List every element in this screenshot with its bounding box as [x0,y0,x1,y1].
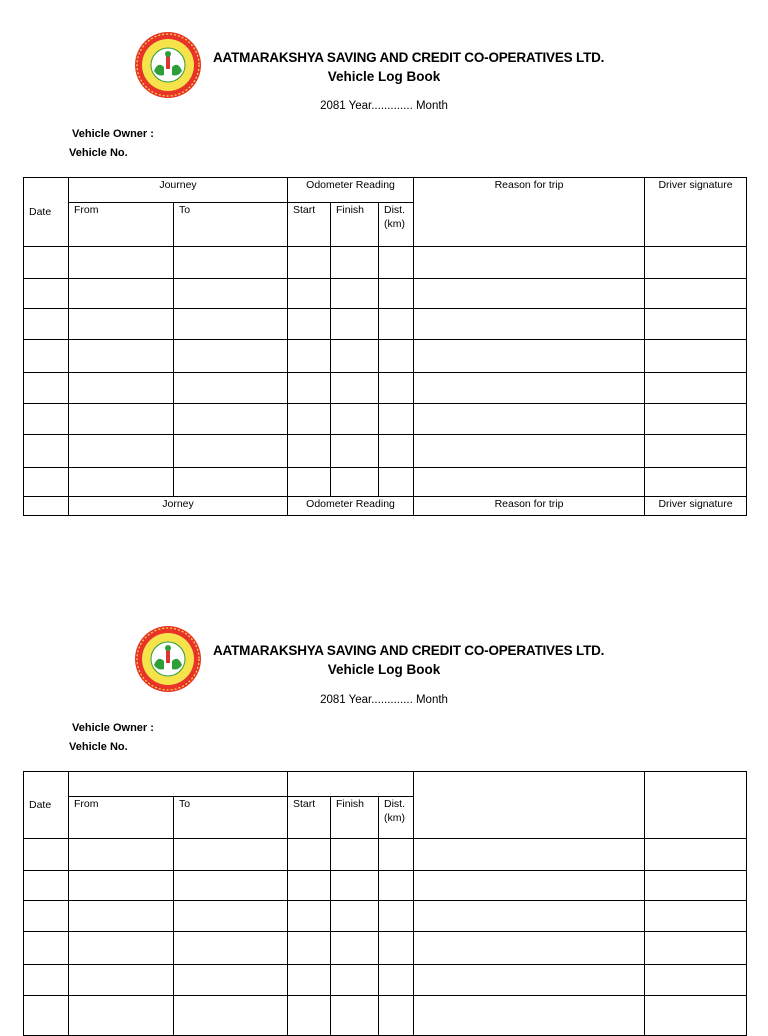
dist-cell[interactable] [379,404,414,435]
header-dist: Dist. (km) [379,203,414,247]
from-cell[interactable] [69,247,174,279]
date-cell[interactable] [24,340,69,373]
signature-cell[interactable] [645,996,747,1036]
signature-cell[interactable] [645,279,747,309]
dist-cell[interactable] [379,996,414,1036]
header-finish: Finish [331,203,379,247]
signature-cell[interactable] [645,468,747,497]
footer-reason: Reason for trip [414,497,645,516]
dist-cell[interactable] [379,373,414,404]
start-cell[interactable] [288,901,331,932]
header-reason [414,772,645,839]
table-row [24,871,747,901]
signature-cell[interactable] [645,309,747,340]
to-cell[interactable] [174,340,288,373]
date-cell[interactable] [24,965,69,996]
table-row [24,901,747,932]
finish-cell[interactable] [331,247,379,279]
reason-cell[interactable] [414,309,645,340]
start-cell[interactable] [288,932,331,965]
signature-cell[interactable] [645,932,747,965]
finish-cell[interactable] [331,279,379,309]
dist-cell[interactable] [379,340,414,373]
signature-cell[interactable] [645,340,747,373]
organization-name: AATMARAKSHYA SAVING AND CREDIT CO-OPERATIVES LTD. [213,643,605,658]
header-driver-signature: Driver signature [645,178,747,247]
reason-cell[interactable] [414,435,645,468]
header-start: Start [288,797,331,839]
start-cell[interactable] [288,247,331,279]
date-cell[interactable] [24,404,69,435]
document-title: Vehicle Log Book [327,69,441,84]
to-cell[interactable] [174,468,288,497]
finish-cell[interactable] [331,871,379,901]
start-cell[interactable] [288,996,331,1036]
date-cell[interactable] [24,309,69,340]
start-cell[interactable] [288,435,331,468]
table-row [24,932,747,965]
dist-cell[interactable] [379,839,414,871]
signature-cell[interactable] [645,965,747,996]
start-cell[interactable] [288,373,331,404]
reason-cell[interactable] [414,901,645,932]
start-cell[interactable] [288,965,331,996]
log-table [23,771,747,1036]
table-row [24,404,747,435]
start-cell[interactable] [288,404,331,435]
to-cell[interactable] [174,901,288,932]
from-cell[interactable] [69,279,174,309]
start-cell[interactable] [288,468,331,497]
start-cell[interactable] [288,279,331,309]
header-to: To [174,797,288,839]
dist-cell[interactable] [379,901,414,932]
reason-cell[interactable] [414,373,645,404]
from-cell[interactable] [69,404,174,435]
reason-cell[interactable] [414,247,645,279]
reason-cell[interactable] [414,404,645,435]
header-from: From [69,797,174,839]
to-cell[interactable] [174,839,288,871]
vehicle-no-label: Vehicle No. [69,741,128,753]
cooperative-seal-icon [134,625,202,693]
header-to: To [174,203,288,247]
header-reason: Reason for trip [414,178,645,247]
finish-cell[interactable] [331,373,379,404]
from-cell[interactable] [69,309,174,340]
to-cell[interactable] [174,309,288,340]
finish-cell[interactable] [331,340,379,373]
reason-cell[interactable] [414,340,645,373]
from-cell[interactable] [69,901,174,932]
date-cell[interactable] [24,996,69,1036]
finish-cell[interactable] [331,468,379,497]
from-cell[interactable] [69,340,174,373]
reason-cell[interactable] [414,279,645,309]
table-row [24,340,747,373]
from-cell[interactable] [69,839,174,871]
finish-cell[interactable] [331,309,379,340]
signature-cell[interactable] [645,404,747,435]
reason-cell[interactable] [414,965,645,996]
header-journey: Journey [69,178,288,203]
table-row [24,839,747,871]
header-dist: Dist. (km) [379,797,414,839]
signature-cell[interactable] [645,373,747,404]
table-row [24,435,747,468]
dist-cell[interactable] [379,279,414,309]
table-row [24,965,747,996]
period-line: 2081 Year............. Month [320,100,448,112]
dist-cell[interactable] [379,932,414,965]
header-from: From [69,203,174,247]
table-row [24,468,747,497]
vehicle-owner-label: Vehicle Owner : [72,722,154,734]
document-title: Vehicle Log Book [327,662,441,677]
to-cell[interactable] [174,965,288,996]
from-cell[interactable] [69,996,174,1036]
finish-cell[interactable] [331,996,379,1036]
table-row [24,279,747,309]
to-cell[interactable] [174,932,288,965]
start-cell[interactable] [288,340,331,373]
dist-cell[interactable] [379,965,414,996]
finish-cell[interactable] [331,901,379,932]
header-journey [69,772,288,797]
period-line: 2081 Year............. Month [320,694,448,706]
date-cell[interactable] [24,468,69,497]
reason-cell[interactable] [414,932,645,965]
from-cell[interactable] [69,468,174,497]
to-cell[interactable] [174,247,288,279]
from-cell[interactable] [69,932,174,965]
vehicle-no-label: Vehicle No. [69,147,128,159]
vehicle-owner-label: Vehicle Owner : [72,128,154,140]
table-row [24,996,747,1036]
organization-name: AATMARAKSHYA SAVING AND CREDIT CO-OPERATIVES LTD. [213,50,605,65]
to-cell[interactable] [174,279,288,309]
finish-cell[interactable] [331,932,379,965]
table-row [24,373,747,404]
reason-cell[interactable] [414,468,645,497]
finish-cell[interactable] [331,404,379,435]
dist-cell[interactable] [379,435,414,468]
header-date: Date [24,178,69,247]
header-date: Date [24,772,69,839]
reason-cell[interactable] [414,996,645,1036]
dist-cell[interactable] [379,247,414,279]
to-cell[interactable] [174,404,288,435]
start-cell[interactable] [288,871,331,901]
date-cell[interactable] [24,901,69,932]
table-row [24,247,747,279]
from-cell[interactable] [69,373,174,404]
signature-cell[interactable] [645,435,747,468]
to-cell[interactable] [174,373,288,404]
date-cell[interactable] [24,435,69,468]
from-cell[interactable] [69,435,174,468]
date-cell[interactable] [24,839,69,871]
from-cell[interactable] [69,965,174,996]
footer-row [24,497,747,516]
header-finish: Finish [331,797,379,839]
date-cell[interactable] [24,932,69,965]
date-cell[interactable] [24,871,69,901]
date-cell[interactable] [24,247,69,279]
start-cell[interactable] [288,839,331,871]
to-cell[interactable] [174,996,288,1036]
header-odometer [288,772,414,797]
finish-cell[interactable] [331,435,379,468]
header-start: Start [288,203,331,247]
finish-cell[interactable] [331,965,379,996]
footer-date [24,497,69,516]
table-row [24,309,747,340]
reason-cell[interactable] [414,839,645,871]
signature-cell[interactable] [645,247,747,279]
dist-cell[interactable] [379,309,414,340]
finish-cell[interactable] [331,839,379,871]
dist-cell[interactable] [379,871,414,901]
from-cell[interactable] [69,871,174,901]
date-cell[interactable] [24,279,69,309]
signature-cell[interactable] [645,839,747,871]
header-odometer: Odometer Reading [288,178,414,203]
dist-cell[interactable] [379,468,414,497]
start-cell[interactable] [288,309,331,340]
to-cell[interactable] [174,435,288,468]
footer-journey: Jorney [69,497,288,516]
footer-odometer: Odometer Reading [288,497,414,516]
signature-cell[interactable] [645,871,747,901]
reason-cell[interactable] [414,871,645,901]
cooperative-seal-icon [134,31,202,99]
footer-driver-signature: Driver signature [645,497,747,516]
signature-cell[interactable] [645,901,747,932]
log-table [23,177,747,516]
date-cell[interactable] [24,373,69,404]
header-driver-signature [645,772,747,839]
to-cell[interactable] [174,871,288,901]
